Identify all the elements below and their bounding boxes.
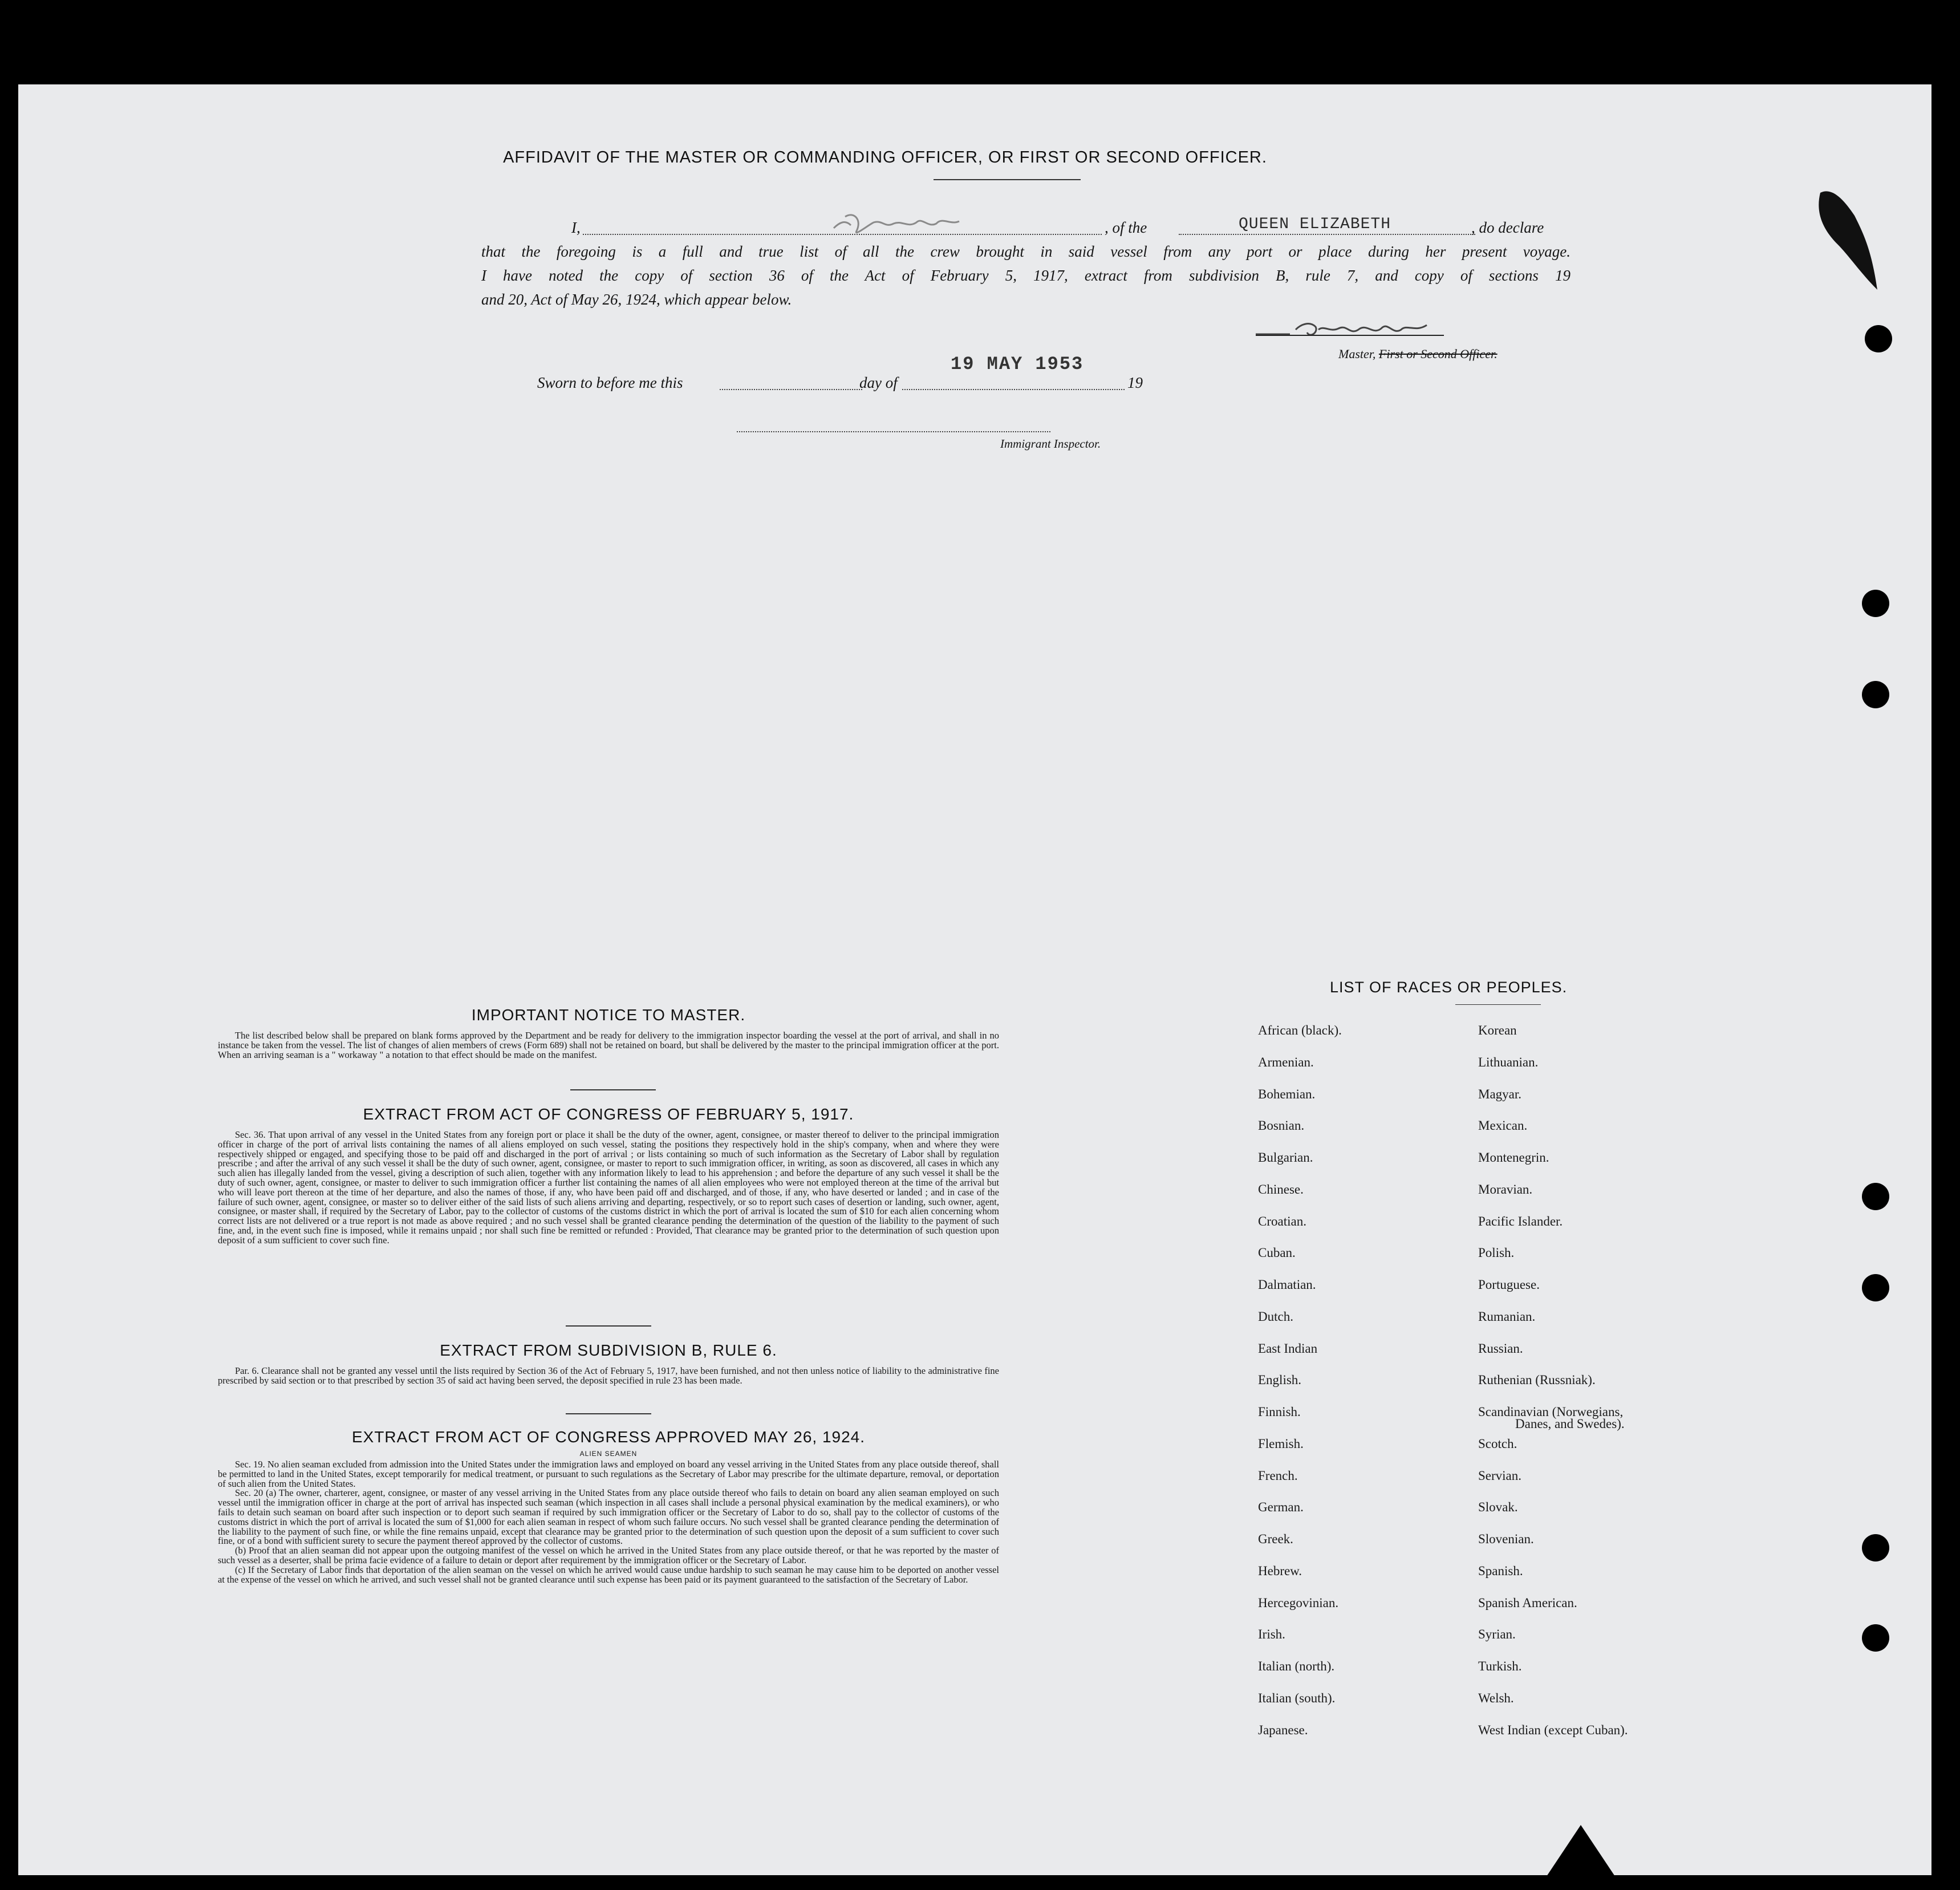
race-left: Chinese. xyxy=(1258,1182,1304,1197)
race-left: French. xyxy=(1258,1469,1298,1483)
race-left: German. xyxy=(1258,1500,1304,1514)
extract1924-subheading: ALIEN SEAMEN xyxy=(579,1450,638,1458)
race-left: Italian (south). xyxy=(1258,1691,1336,1705)
title-rule xyxy=(934,179,1081,180)
master-signature xyxy=(1256,313,1444,347)
extract1917-body xyxy=(218,1130,999,1246)
vessel-name-blank xyxy=(1179,234,1475,235)
race-right: Portuguese. xyxy=(1478,1277,1540,1292)
race-left: Flemish. xyxy=(1258,1437,1304,1451)
document-page xyxy=(18,84,1931,1875)
race-right: Lithuanian. xyxy=(1478,1055,1539,1069)
race-right: Mexican. xyxy=(1478,1118,1528,1133)
notice-heading: IMPORTANT NOTICE TO MASTER. xyxy=(471,1006,746,1024)
binder-hole xyxy=(1862,590,1889,617)
race-left: Irish. xyxy=(1258,1627,1285,1641)
date-stamp: 19 MAY 1953 xyxy=(951,354,1084,375)
binder-hole xyxy=(1862,1183,1889,1210)
extract1924-sec20b: (b) Proof that an alien seaman did not appear upon the outgoing manifest of the vessel on which he arrived in the United States from any place outside thereof, or that he was reported by the master of such vessel as a deserter, shall be prima facie evidence of a failure to detain or deport after requirement by the immigration officer or the Secretary of Labor. xyxy=(218,1545,999,1565)
binder-hole xyxy=(1862,1274,1889,1301)
race-right: Slovak. xyxy=(1478,1500,1518,1514)
race-right: Slovenian. xyxy=(1478,1532,1534,1546)
race-left: Dalmatian. xyxy=(1258,1277,1316,1292)
race-right: Rumanian. xyxy=(1478,1309,1536,1324)
extract1924-sec20a: Sec. 20 (a) The owner, charterer, agent, consignee, or master of any vessel arriving in the United States from any place outside thereof who fails to detain on board any alien seaman employed on such vessel until the immigration officer in charge at the port of arrival has inspected such seaman (which inspection in all cases shall include a personal physical examination by the medical examiners), or who fails to detain such seaman on board after such inspection or to deport such seaman if required by such immigration officer or the Secretary of Labor to do so, shall pay to the collector of customs of the customs district in which the port of arrival is located the sum of $1,000 for each alien seaman in respect of whom such failure occurs. No such vessel shall be granted clearance pending the determination of the liability to the payment of such fine, or while the fine remains unpaid, except that clearance may be granted prior to the determination of such question upon the deposit of a sum sufficient to cover such fine, or of a bond with sufficient surety to secure the payment thereof approved by the collector of customs. xyxy=(218,1487,999,1547)
race-right: Spanish American. xyxy=(1478,1596,1577,1610)
race-right: Korean xyxy=(1478,1023,1517,1037)
race-left: Bulgarian. xyxy=(1258,1150,1313,1165)
binder-hole xyxy=(1862,1534,1889,1562)
paper-damage xyxy=(1815,181,1889,295)
race-left: Hebrew. xyxy=(1258,1564,1302,1578)
race-right: Spanish. xyxy=(1478,1564,1523,1578)
inspector-signature-blank xyxy=(737,431,1050,432)
sworn-day-blank xyxy=(720,389,862,390)
race-right: Magyar. xyxy=(1478,1087,1522,1101)
race-right: Scandinavian (Norwegians, xyxy=(1478,1405,1624,1419)
race-right-continued: Danes, and Swedes). xyxy=(1515,1417,1625,1431)
race-left: East Indian xyxy=(1258,1341,1318,1356)
race-right: Russian. xyxy=(1478,1341,1523,1356)
master-caption xyxy=(1338,347,1498,362)
notice-text: The list described below shall be prepared on blank forms approved by the Department and be ready for delivery to the immigration inspector boarding the vessel at the port of arrival, and shall in no instance be taken from the vessel. The list of changes of alien members of crews (Form 689) shall not be retained on board, but shall be delivered by the master to the principal immigration officer at the port. When an arriving seaman is a " workaway " a notation to that effect should be made on the manifest. xyxy=(218,1030,999,1060)
affidavit-title: AFFIDAVIT OF THE MASTER OR COMMANDING OFFICER, OR FIRST OR SECOND OFFICER. xyxy=(503,148,1267,167)
sworn-month-blank xyxy=(902,389,1125,390)
races-rule xyxy=(1455,1004,1541,1005)
race-right: West Indian (except Cuban). xyxy=(1478,1723,1628,1737)
race-left: African (black). xyxy=(1258,1023,1342,1037)
extract1917-rule xyxy=(566,1325,651,1327)
race-right: Turkish. xyxy=(1478,1659,1522,1673)
day-of-label: day of xyxy=(859,374,898,391)
extract1917-heading: EXTRACT FROM ACT OF CONGRESS OF FEBRUARY 5, 1917. xyxy=(363,1105,854,1123)
master-caption-first: First xyxy=(1378,347,1403,361)
race-left: Finnish. xyxy=(1258,1405,1301,1419)
race-left: Italian (north). xyxy=(1258,1659,1335,1673)
race-left: Croatian. xyxy=(1258,1214,1306,1228)
subdivisionB-body xyxy=(218,1366,999,1386)
race-right: Pacific Islander. xyxy=(1478,1214,1563,1228)
race-right: Scotch. xyxy=(1478,1437,1517,1451)
affidavit-line4: and 20, Act of May 26, 1924, which appear below. xyxy=(481,291,792,308)
signature-line1 xyxy=(828,205,965,240)
race-right: Servian. xyxy=(1478,1469,1522,1483)
affidavit-line3: I have noted the copy of section 36 of the Act of February 5, 1917, extract from subdivision B, rule 7, and copy of sections 19 xyxy=(481,267,1571,284)
sworn-label: Sworn to before me this xyxy=(537,374,683,391)
extract1924-body xyxy=(218,1460,999,1584)
subdivisionB-text: Par. 6. Clearance shall not be granted any vessel until the lists required by Section 36 of the Act of February 5, 1917, have been furnished, and not then unless notice of liability to the administrative fine prescribed by said section or to that prescribed by section 35 of said act having been served, the deposit specified in rule 23 has been made. xyxy=(218,1365,999,1386)
binder-hole xyxy=(1862,681,1889,708)
race-right: Syrian. xyxy=(1478,1627,1516,1641)
affidavit-of-the: , of the xyxy=(1105,219,1147,236)
extract1924-heading: EXTRACT FROM ACT OF CONGRESS APPROVED MAY 26, 1924. xyxy=(351,1428,866,1446)
races-heading: LIST OF RACES OR PEOPLES. xyxy=(1330,979,1568,996)
race-right: Ruthenian (Russniak). xyxy=(1478,1373,1596,1387)
affidavit-line2: that the foregoing is a full and true list of all the crew brought in said vessel from any port or place during her present voyage. xyxy=(481,243,1571,260)
race-left: Dutch. xyxy=(1258,1309,1293,1324)
notice-body xyxy=(218,1031,999,1060)
vessel-name: QUEEN ELIZABETH xyxy=(1239,216,1391,233)
master-caption-second: or Second Officer. xyxy=(1403,347,1498,361)
master-caption-master: Master, xyxy=(1338,347,1376,361)
year-label: 19 xyxy=(1127,374,1143,391)
race-left: Hercegovinian. xyxy=(1258,1596,1339,1610)
affidavit-do-declare: , do declare xyxy=(1471,219,1544,236)
race-left: Armenian. xyxy=(1258,1055,1314,1069)
race-left: Japanese. xyxy=(1258,1723,1308,1737)
extract1917-text: Sec. 36. That upon arrival of any vessel in the United States from any foreign port or place it shall be the duty of the owner, agent, consignee, or master thereof to deliver to the principal immigration officer in charge of the port of arrival lists containing the names of all aliens employed on such vessel, stating the positions they respectively hold in the ship's company, when and where they were respectively shipped or engaged, and specifying those to be paid off and discharged in the port of arrival ; or lists containing so much of such information as the Secretary of Labor shall by regulation prescribe ; and after the arrival of any such vessel it shall be the duty of such owner, agent, consignee, or master to report to such immigration officer, in writing, as soon as discovered, all cases in which any such alien has illegally landed from the vessel, giving a description of such alien, together with any information likely to lead to his apprehension ; and before the departure of any such vessel it shall be the duty of such owner, agent, consignee, or master to deliver to such immigration officer a further list containing the names of all alien employees who were not employed thereon at the time of the arrival but who will leave port thereon at the time of her departure, and also the names of those, if any, who have been paid off and discharged, and of those, if any, who have deserted or landed ; and in case of the failure of such owner, agent, consignee, or master so to deliver either of the said lists of such aliens arriving and departing, respectively, or so to report such cases of desertion or landing, such owner, agent, consignee, or master shall, if required by the Secretary of Labor, pay to the collector of customs of the customs district in which the port of arrival is located the sum of $10 for each alien concerning whom correct lists are not delivered or a true report is not made as above required ; and no such vessel shall be granted clearance pending the determination of the question of the liability to the payment of such fine, and, in the event such fine is imposed, while it remains unpaid ; nor shall such fine be remitted or refunded : Provided, That clearance may be granted prior to the determination of such question upon deposit of a sum sufficient to cover such fine. xyxy=(218,1129,999,1246)
extract1924-sec20c: (c) If the Secretary of Labor finds that deportation of the alien seaman on the vessel on which he arrived would cause undue hardship to such seaman he may cause him to be deported on another vessel at the expense of the vessel on which he arrived, and such vessel shall not be granted clearance until such expense has been paid or its payment guaranteed to the satisfaction of the Secretary of Labor. xyxy=(218,1564,999,1585)
race-left: English. xyxy=(1258,1373,1302,1387)
race-left: Bosnian. xyxy=(1258,1118,1305,1133)
binder-hole xyxy=(1865,325,1892,352)
race-right: Polish. xyxy=(1478,1246,1515,1260)
race-left: Bohemian. xyxy=(1258,1087,1316,1101)
notice-rule xyxy=(570,1089,656,1090)
paper-tear xyxy=(1547,1825,1615,1876)
binder-hole xyxy=(1862,1624,1889,1652)
race-left: Greek. xyxy=(1258,1532,1293,1546)
race-right: Moravian. xyxy=(1478,1182,1533,1197)
inspector-caption: Immigrant Inspector. xyxy=(1000,437,1101,451)
affidavit-i-label: I, xyxy=(571,219,581,236)
race-left: Cuban. xyxy=(1258,1246,1296,1260)
extract1924-sec19: Sec. 19. No alien seaman excluded from admission into the United States under the immigration laws and employed on board any vessel arriving in the United States from any place outside thereof, shall be permitted to land in the United States, except temporarily for medical treatment, or pursuant to such regulations as the Secretary of Labor may prescribe for the ultimate departure, removal, or deportation of such alien from the United States. xyxy=(218,1459,999,1489)
subdivisionB-rule xyxy=(566,1413,651,1414)
race-right: Welsh. xyxy=(1478,1691,1514,1705)
race-right: Montenegrin. xyxy=(1478,1150,1549,1165)
subdivisionB-heading: EXTRACT FROM SUBDIVISION B, RULE 6. xyxy=(440,1341,777,1359)
